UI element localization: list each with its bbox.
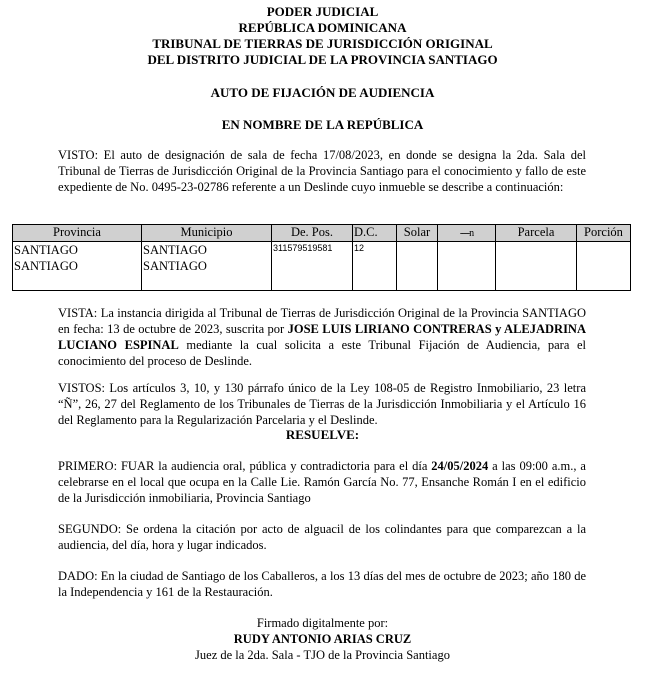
signature-line: Firmado digitalmente por: [256,616,389,630]
primero-text-1: PRIMERO: FUAR la audiencia oral, pública y contradictoria para el día [58,459,432,473]
cell-porcion [577,242,631,291]
header-line-3: TRIBUNAL DE TIERRAS DE JURISDICCIÓN ORIGINAL [152,36,493,51]
cell-parcela [496,242,577,291]
dado-paragraph: DADO: En la ciudad de Santiago de los Caballeros, a los 13 días del mes de octubre de 2023; año 180 de la Independencia y 161 de la Restauración. [58,569,586,599]
header-line-2: REPÚBLICA DOMINICANA [238,20,407,35]
cell-pos: 311579519581 [272,242,353,291]
col-header-pos: De. Pos. [272,225,353,242]
vistos-paragraph: VISTOS: Los artículos 3, 10, y 130 párrafo único de la Ley 108-05 de Registro Inmobiliario, 23 letra “Ñ”, 26, 27 del Reglamento de los Tribunales de Tierras de la Jurisdicción Inmobiliaria y el Artículo 16 del Reglamento para la Regularización Parcelaria y el Deslinde. [58,381,586,427]
document-title: AUTO DE FIJACIÓN DE AUDIENCIA [210,85,435,100]
col-header-dc: D.C. [353,225,397,242]
cell-municipio-line-2: SANTIAGO [143,259,207,273]
col-header-parcela: Parcela [496,225,577,242]
signature-block [0,615,645,663]
col-header-porcion: Porción [577,225,631,242]
cell-municipio [142,242,272,291]
cell-provincia [13,242,142,291]
vista-text-2: mediante la cual solicita a este Tribunal Fijación de Audiencia, para el conocimiento del proceso de Deslinde. [58,338,586,368]
header-line-1: PODER JUDICIAL [266,4,379,19]
table-row [13,242,631,291]
col-header-provincia: Provincia [13,225,142,242]
resuelve-heading: RESUELVE: [285,427,360,442]
cell-provincia-line-1: SANTIAGO [14,243,78,257]
primero-paragraph [58,458,586,506]
cell-municipio-line-1: SANTIAGO [143,243,207,257]
primero-text-2: a las 09:00 a.m., a celebrarse en el local que ocupa en la Calle Lie. Ramón García No. 77, Ensanche Román I en el edificio de la Jurisdicción inmobiliaria, Provincia Santiago [58,459,586,505]
cell-solar [397,242,438,291]
vista-paragraph [58,305,586,369]
visto-paragraph: VISTO: El auto de designación de sala de fecha 17/08/2023, en donde se designa la 2da. Sala del Tribunal de Tierras de Jurisdicción Original de la Provincia Santiago para el conocimiento y fallo de este expediente de No. 0495-23-02786 referente a un Deslinde cuyo inmueble se describe a continuación: [58,148,586,194]
signer-role: Juez de la 2da. Sala - TJO de la Provincia Santiago [195,648,450,662]
segundo-paragraph: SEGUNDO: Se ordena la citación por acto de alguacil de los colindantes para que comparezcan a la audiencia, del día, hora y lugar indicados. [58,522,586,552]
parcel-table [12,224,631,291]
col-header-n [438,225,496,242]
table-header-row [13,225,631,242]
col-header-municipio: Municipio [142,225,272,242]
primero-date: 24/05/2024 [431,459,489,473]
col-header-n-label: ----n [459,228,474,239]
signer-name: RUDY ANTONIO ARIAS CRUZ [233,632,412,646]
cell-provincia-line-2: SANTIAGO [14,259,78,273]
cell-n [438,242,496,291]
vista-names: JOSE LUIS LIRIANO CONTRERAS y ALEJADRINA LUCIANO ESPINAL [58,322,586,352]
col-header-solar: Solar [397,225,438,242]
document-header [0,4,645,68]
vista-text-1: VISTA: La instancia dirigida al Tribunal de Tierras de Jurisdicción Original de la Provincia SANTIAGO en fecha: 13 de octubre de 2023, suscrita por [58,306,586,336]
document-subtitle: EN NOMBRE DE LA REPÚBLICA [221,117,424,132]
header-line-4: DEL DISTRITO JUDICIAL DE LA PROVINCIA SANTIAGO [147,52,498,67]
cell-dc: 12 [353,242,397,291]
